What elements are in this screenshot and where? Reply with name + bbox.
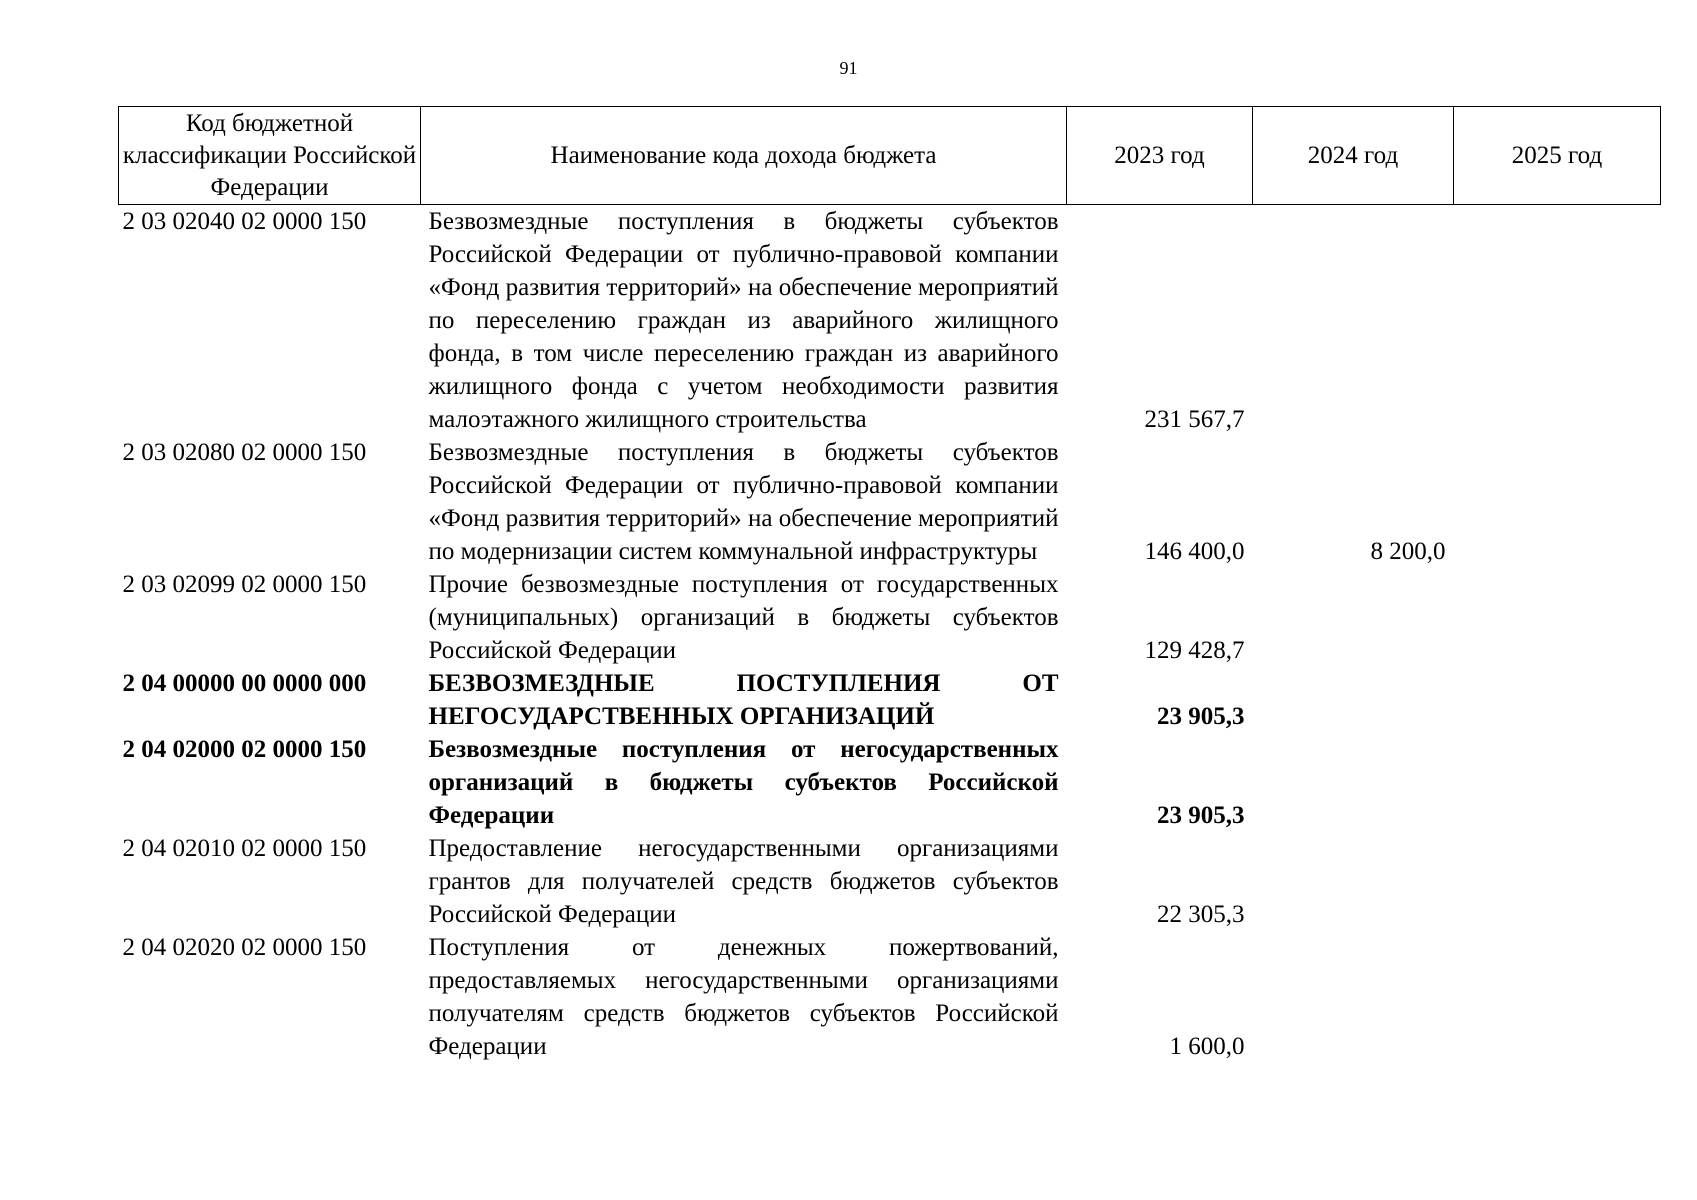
row-value-2025 <box>1454 667 1661 733</box>
table-row <box>119 832 1661 931</box>
row-value-2025 <box>1454 931 1661 1063</box>
row-value-2024 <box>1253 205 1454 437</box>
row-value-2024 <box>1253 832 1454 931</box>
table-row <box>119 733 1661 832</box>
budget-revenue-table <box>118 106 1661 1063</box>
row-code: 2 04 02000 02 0000 150 <box>122 736 367 763</box>
table-row <box>119 436 1661 568</box>
row-name: Поступления от денежных пожертвований, предоставляемых негосударственными организациями получателям средств бюджетов субъектов Российской Федерации <box>428 934 1059 1060</box>
table-row <box>119 667 1661 733</box>
row-code: 2 03 02080 02 0000 150 <box>122 439 367 466</box>
row-name: Безвозмездные поступления в бюджеты субъектов Российской Федерации от публично-правовой компании «Фонд развития территорий» на обеспечение мероприятий по модернизации систем коммунальной инфраструктуры <box>428 439 1059 565</box>
row-value-2025 <box>1454 205 1661 437</box>
row-value-2025 <box>1454 832 1661 931</box>
row-value-2024 <box>1253 931 1454 1063</box>
header-year-2024: 2024 год <box>1253 107 1454 205</box>
row-value-2023: 129 428,7 <box>1144 637 1245 664</box>
table-row <box>119 568 1661 667</box>
row-value-2025 <box>1454 568 1661 667</box>
row-value-2024 <box>1253 733 1454 832</box>
row-value-2023: 22 305,3 <box>1157 901 1245 928</box>
header-year-2025: 2025 год <box>1454 107 1661 205</box>
row-name: Безвозмездные поступления от негосударственных организаций в бюджеты субъектов Российской Федерации <box>428 736 1059 829</box>
table-row <box>119 205 1661 437</box>
row-name: Предоставление негосударственными организациями грантов для получателей средств бюджетов субъектов Российской Федерации <box>428 835 1059 928</box>
row-name: БЕЗВОЗМЕЗДНЫЕ ПОСТУПЛЕНИЯ ОТ НЕГОСУДАРСТВЕННЫХ ОРГАНИЗАЦИЙ <box>428 670 1059 730</box>
row-value-2024 <box>1253 667 1454 733</box>
row-value-2023: 23 905,3 <box>1157 802 1245 829</box>
row-value-2025 <box>1454 436 1661 568</box>
row-value-2024 <box>1253 568 1454 667</box>
row-value-2024: 8 200,0 <box>1370 538 1446 565</box>
header-name: Наименование кода дохода бюджета <box>421 107 1067 205</box>
row-code: 2 03 02099 02 0000 150 <box>122 571 367 598</box>
row-value-2023: 1 600,0 <box>1169 1033 1245 1060</box>
table-header-row <box>119 107 1661 205</box>
row-value-2023: 23 905,3 <box>1157 703 1245 730</box>
row-name: Прочие безвозмездные поступления от государственных (муниципальных) организаций в бюджеты субъектов Российской Федерации <box>428 571 1059 664</box>
header-code: Код бюджетной классификации Российской Федерации <box>119 107 421 205</box>
row-code: 2 04 02020 02 0000 150 <box>122 934 367 961</box>
row-value-2023: 146 400,0 <box>1144 538 1245 565</box>
row-code: 2 04 02010 02 0000 150 <box>122 835 367 862</box>
row-code: 2 04 00000 00 0000 000 <box>122 670 367 697</box>
row-value-2025 <box>1454 733 1661 832</box>
table-row <box>119 931 1661 1063</box>
row-code: 2 03 02040 02 0000 150 <box>122 208 367 235</box>
page-number: 91 <box>839 58 858 78</box>
row-name: Безвозмездные поступления в бюджеты субъектов Российской Федерации от публично-правовой компании «Фонд развития территорий» на обеспечение мероприятий по переселению граждан из аварийного жилищного фонда, в том числе переселению граждан из аварийного жилищного фонда с учетом необходимости развития малоэтажного жилищного строительства <box>428 208 1059 433</box>
row-value-2023: 231 567,7 <box>1144 406 1245 433</box>
header-year-2023: 2023 год <box>1067 107 1253 205</box>
